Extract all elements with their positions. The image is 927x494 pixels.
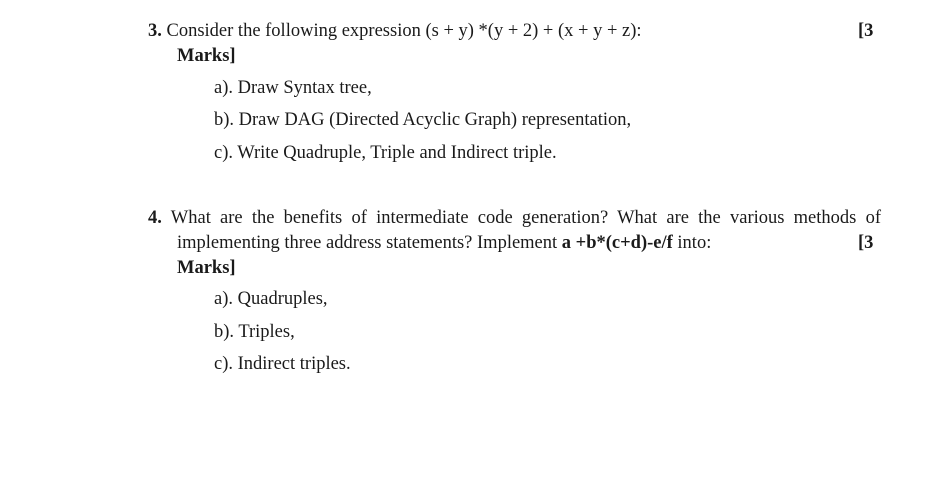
question-3-text: Consider the following expression (s + y) *(y + 2) + (x + y + z): xyxy=(166,21,642,41)
question-4-line-1 xyxy=(148,209,881,228)
question-4-part-c: c). Indirect triples. xyxy=(214,354,351,374)
question-3-part-c: c). Write Quadruple, Triple and Indirect triple. xyxy=(214,143,557,163)
question-3-marks-close: Marks] xyxy=(177,46,236,66)
question-3-number: 3. xyxy=(148,21,162,41)
question-3-part-b: b). Draw DAG (Directed Acyclic Graph) representation, xyxy=(214,110,632,130)
question-4-number: 4. xyxy=(148,208,162,228)
question-4-part-b: b). Triples, xyxy=(214,322,295,342)
question-4-marks-close: Marks] xyxy=(177,258,236,278)
question-4-marks-open: [3 xyxy=(858,233,874,253)
question-4-line-2 xyxy=(177,234,711,253)
question-3-marks-open: [3 xyxy=(858,21,874,41)
question-4-text-line-1: What are the benefits of intermediate code generation? What are the various methods of xyxy=(170,208,881,228)
question-4-text-line-2: implementing three address statements? Implement xyxy=(177,233,558,253)
question-4-expression: a +b*(c+d)-e/f xyxy=(561,233,673,253)
question-4-text-line-2-suffix: into: xyxy=(677,233,712,253)
question-3-part-a: a). Draw Syntax tree, xyxy=(214,78,372,98)
question-4-part-a: a). Quadruples, xyxy=(214,289,328,309)
question-3-heading xyxy=(148,22,642,41)
